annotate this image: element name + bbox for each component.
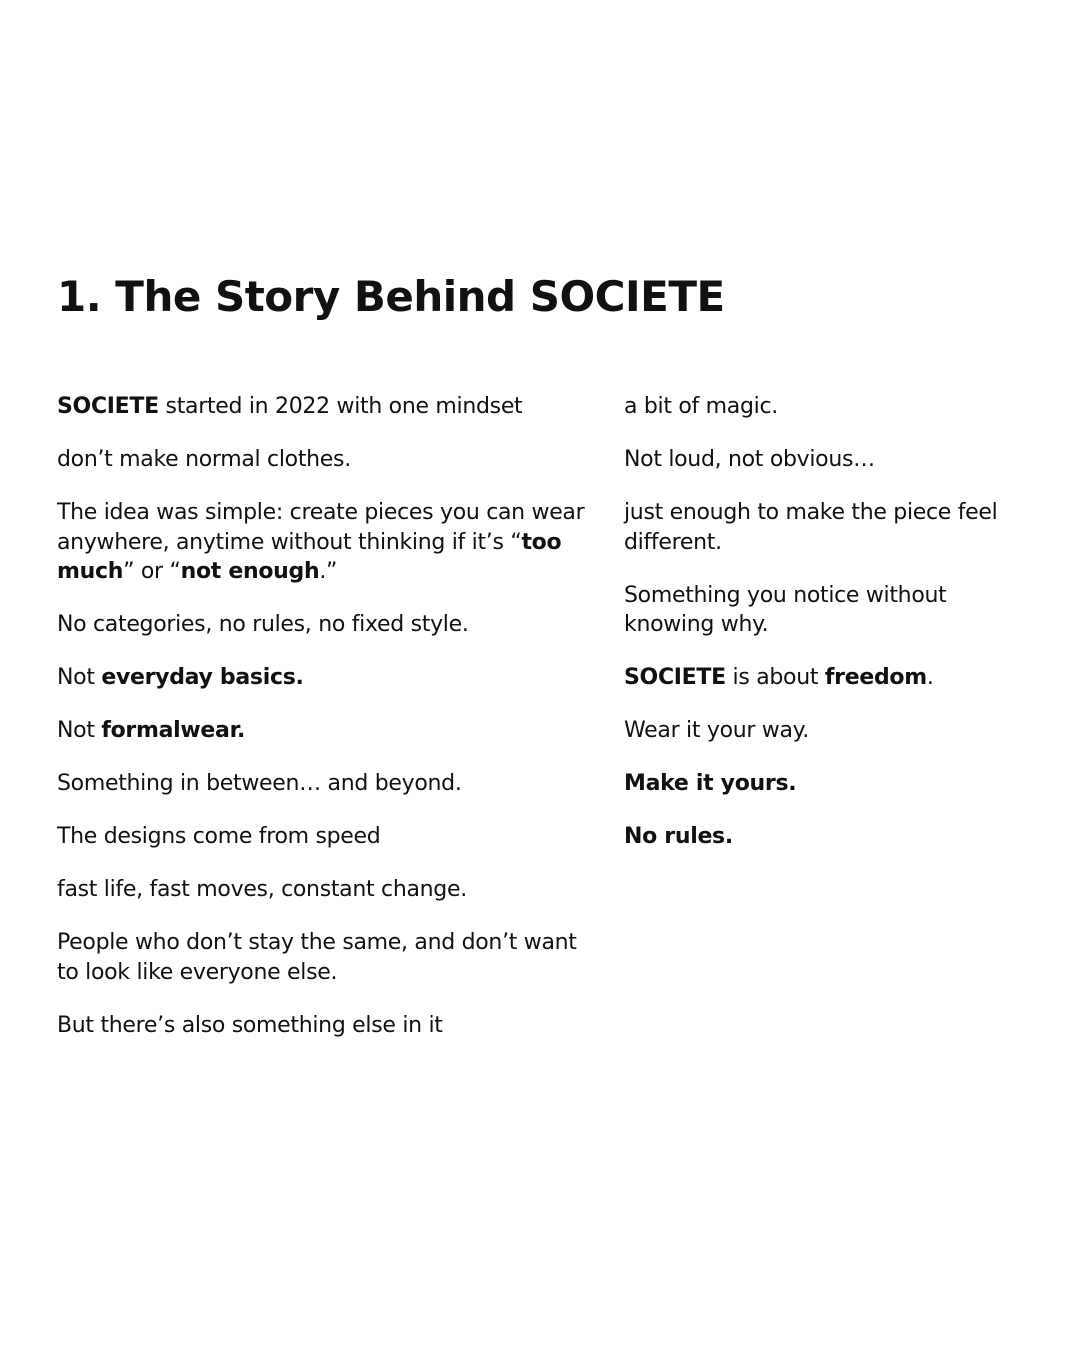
paragraph: The designs come from speed [57,824,381,849]
paragraph [57,392,597,422]
left-column [57,392,597,1064]
text: is about [725,665,825,690]
paragraph: fast life, fast moves, constant change. [57,877,467,902]
emphasis: everyday basics. [101,665,304,690]
emphasis: too much [57,529,562,584]
text: ” or “ [123,559,181,584]
paragraph: don’t make normal clothes. [57,447,351,472]
paragraph [57,663,597,693]
page-title: 1. The Story Behind SOCIETE [57,272,725,321]
emphasis: No rules. [624,824,733,849]
paragraph [57,716,597,746]
paragraph: People who don’t stay the same, and don’t want to look like everyone else. [57,930,577,985]
paragraph: just enough to make the piece feel different. [624,500,998,555]
text: . [926,665,934,690]
brand-name: SOCIETE [57,394,159,419]
paragraph: Something in between… and beyond. [57,771,462,796]
paragraph: No categories, no rules, no fixed style. [57,612,469,637]
paragraph [624,822,1024,852]
paragraph: Not loud, not obvious… [624,447,875,472]
right-column [624,392,1024,875]
paragraph: a bit of magic. [624,394,778,419]
paragraph [624,663,1024,693]
paragraph: Wear it your way. [624,718,809,743]
paragraph [624,769,1024,799]
text: .” [319,559,338,584]
emphasis: formalwear. [101,718,246,743]
emphasis: freedom [824,665,927,690]
text: started in 2022 with one mindset [158,394,523,419]
text: Not [57,718,102,743]
brand-name: SOCIETE [624,665,726,690]
text: Not [57,665,102,690]
paragraph: But there’s also something else in it [57,1012,443,1038]
paragraph: Something you notice without knowing why. [624,582,947,637]
text: The idea was simple: create pieces you can wear anywhere, anytime without thinking if it’s “ [57,500,585,555]
paragraph [57,498,597,587]
emphasis: not enough [180,559,320,584]
emphasis: Make it yours. [624,771,797,796]
